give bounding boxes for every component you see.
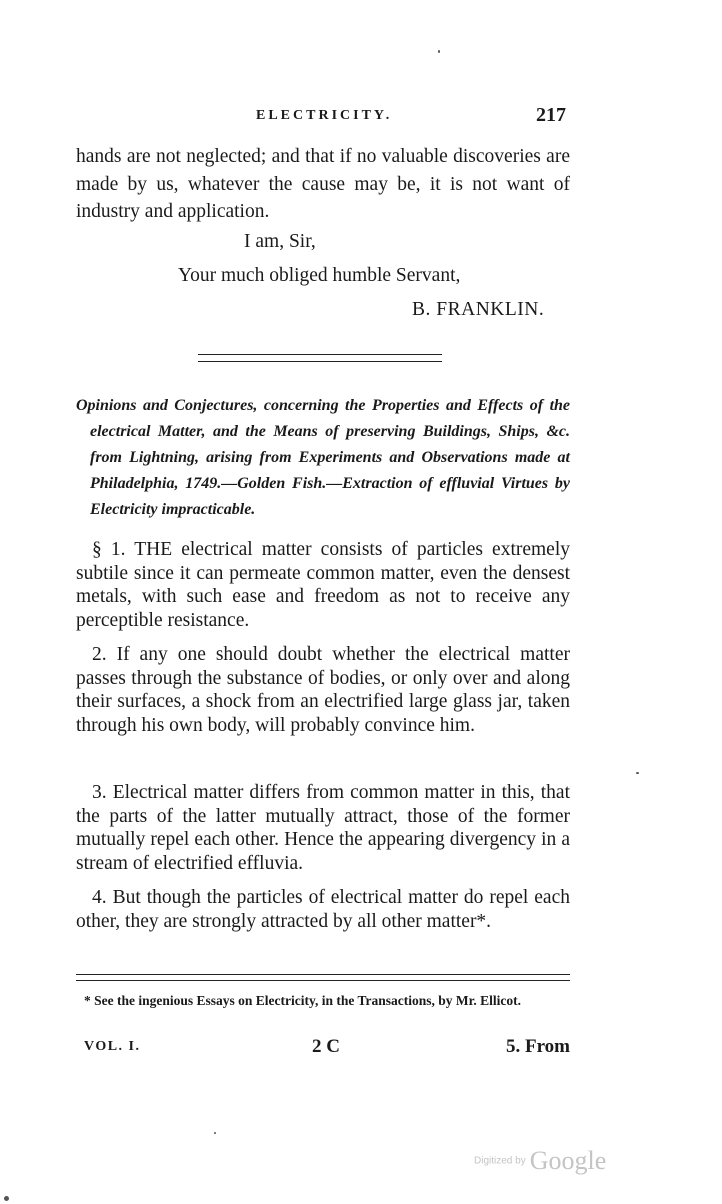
watermark-brand: Google	[529, 1146, 607, 1175]
scan-speck	[214, 1132, 216, 1134]
section-title	[76, 393, 570, 523]
footnote-divider	[76, 974, 570, 981]
catchword: 5. From	[505, 1036, 570, 1057]
letter-closing-paragraph: hands are not neglected; and that if no valuable discoveries are made by us, whatever the cause may be, it is not want of industry and application.	[76, 146, 570, 222]
digitized-watermark	[474, 1146, 606, 1176]
scan-speck	[438, 50, 440, 53]
page-footer	[76, 1036, 570, 1062]
section-title-lead: Opinions and Conjectures, concerning the Properties and Effects	[76, 397, 524, 414]
letter-signature: B. FRANKLIN.	[412, 299, 545, 320]
footnote: * See the ingenious Essays on Electricity, in the Transactions, by Mr. Ellicot.	[84, 993, 522, 1008]
volume-signature: VOL. I.	[84, 1039, 141, 1054]
page-header	[76, 104, 570, 128]
scan-speck	[4, 1196, 9, 1201]
section-title-rest: of the electrical Matter, and the Means of preserving Buildings, Ships, &c. from Lightning, arising from Experiments and Observations made at Philadelphia, 1749.—Golden Fish.—Extraction of effluvial Virtues by Electricity impracticable.	[90, 397, 571, 518]
paragraph-4: 4. But though the particles of electrical matter do repel each other, they are strongly attracted by all other matter*.	[76, 887, 570, 932]
section-divider	[198, 354, 442, 362]
paragraph-3: 3. Electrical matter differs from common matter in this, that the parts of the latter mutually attract, those of the former mutually repel each other. Hence the appearing divergency in a stream of electrified effluvia.	[76, 782, 570, 874]
paragraph-2: 2. If any one should doubt whether the electrical matter passes through the substance of bodies, or only over and along their surfaces, a shock from an electrified large glass jar, taken through his own body, will probably convince him.	[76, 644, 570, 736]
page-number: 217	[536, 104, 566, 126]
letter-complimentary-close: Your much obliged humble Servant,	[178, 265, 461, 286]
letter-salutation: I am, Sir,	[244, 231, 316, 252]
paragraph-1: § 1. THE electrical matter consists of particles extremely subtile since it can permeate common matter, even the densest metals, with such ease and freedom as not to receive any perceptible resistance.	[76, 539, 570, 631]
running-head: ELECTRICITY.	[256, 108, 393, 123]
signature-mark: 2 C	[312, 1036, 340, 1057]
scan-speck	[636, 772, 639, 774]
watermark-prefix: Digitized by	[474, 1155, 526, 1167]
